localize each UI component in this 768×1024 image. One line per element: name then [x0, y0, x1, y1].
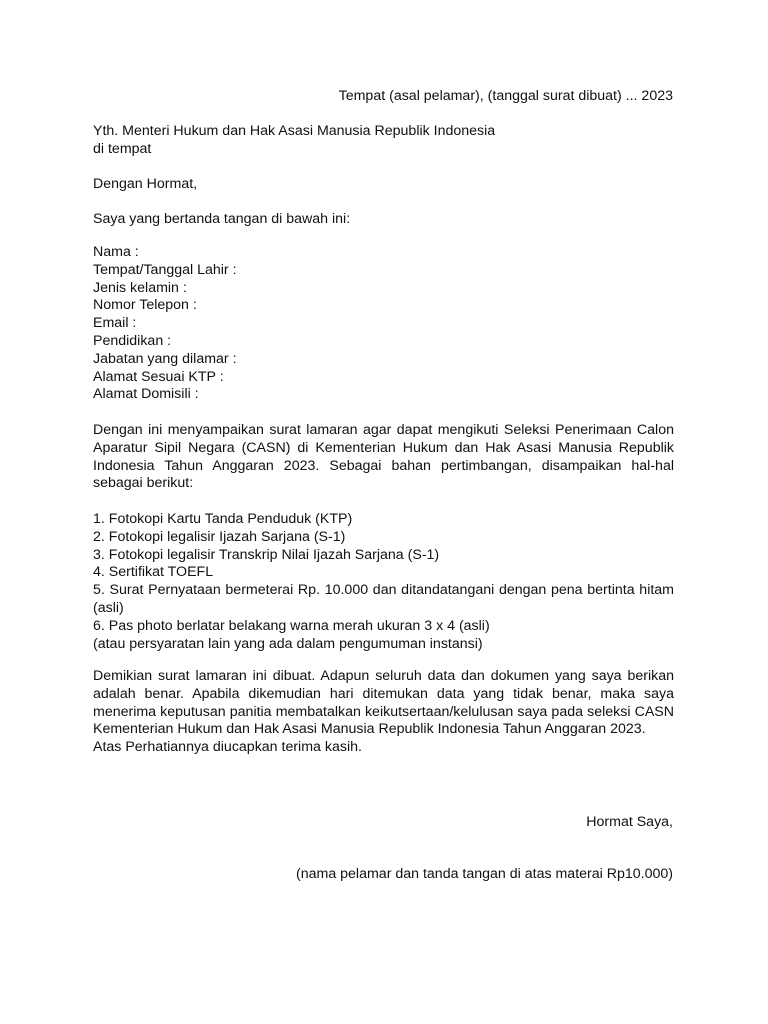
- attachment-item: 4. Sertifikat TOEFL: [93, 564, 214, 581]
- applicant-fields: [93, 244, 237, 404]
- attachment-item: 5. Surat Pernyataan bermeterai Rp. 10.000 dan ditandatangani dengan pena bertinta hitam (asli): [93, 582, 674, 616]
- field-label: Nomor Telepon :: [93, 297, 197, 314]
- attachment-item: 6. Pas photo berlatar belakang warna merah ukuran 3 x 4 (asli): [93, 617, 490, 634]
- signature-note: (nama pelamar dan tanda tangan di atas materai Rp10.000): [296, 866, 673, 882]
- field-label: Pendidikan :: [93, 332, 172, 349]
- recipient-line-1: Yth. Menteri Hukum dan Hak Asasi Manusia Republik Indonesia: [93, 123, 496, 139]
- attachment-item: 2. Fotokopi legalisir Ijazah Sarjana (S-1): [93, 528, 346, 545]
- closing-text: Demikian surat lamaran ini dibuat. Adapun seluruh data dan dokumen yang saya berikan adalah benar. Apabila dikemudian hari ditemukan data yang tidak benar, maka saya menerima keputusan panitia membatalkan keikutsertaan/kelulusan saya pada seleksi CASN Kementerian Hukum dan Hak Asasi Manusia Republik Indonesia Tahun Anggaran 2023.: [93, 668, 674, 738]
- body-paragraph-1: Dengan ini menyampaikan surat lamaran agar dapat mengikuti Seleksi Penerimaan Calon Aparatur Sipil Negara (CASN) di Kementerian Hukum dan Hak Asasi Manusia Republik Indonesia Tahun Anggaran 2023. Sebagai bahan pertimbangan, disampaikan hal-hal sebagai berikut:: [93, 422, 674, 492]
- field-label: Email :: [93, 315, 137, 332]
- field-label: Alamat Domisili :: [93, 386, 199, 403]
- field-label: Jenis kelamin :: [93, 279, 187, 296]
- attachment-item: 3. Fotokopi legalisir Transkrip Nilai Ijazah Sarjana (S-1): [93, 546, 440, 563]
- sign-off: Hormat Saya,: [586, 814, 673, 830]
- recipient-line-2: di tempat: [93, 141, 152, 157]
- field-label: Jabatan yang dilamar :: [93, 350, 237, 367]
- field-label: Alamat Sesuai KTP :: [93, 368, 224, 385]
- attachment-item: (atau persyaratan lain yang ada dalam pengumuman instansi): [93, 635, 483, 652]
- thanks-text: Atas Perhatiannya diucapkan terima kasih.: [93, 739, 362, 756]
- attachment-item: 1. Fotokopi Kartu Tanda Penduduk (KTP): [93, 511, 353, 527]
- field-label: Tempat/Tanggal Lahir :: [93, 261, 237, 278]
- field-label: Nama :: [93, 244, 139, 260]
- attachment-list: [93, 511, 674, 653]
- place-date: Tempat (asal pelamar), (tanggal surat dibuat) ... 2023: [338, 88, 673, 104]
- closing-paragraph: [93, 668, 674, 757]
- greeting: Dengan Hormat,: [93, 176, 198, 192]
- intro-text: Saya yang bertanda tangan di bawah ini:: [93, 211, 351, 227]
